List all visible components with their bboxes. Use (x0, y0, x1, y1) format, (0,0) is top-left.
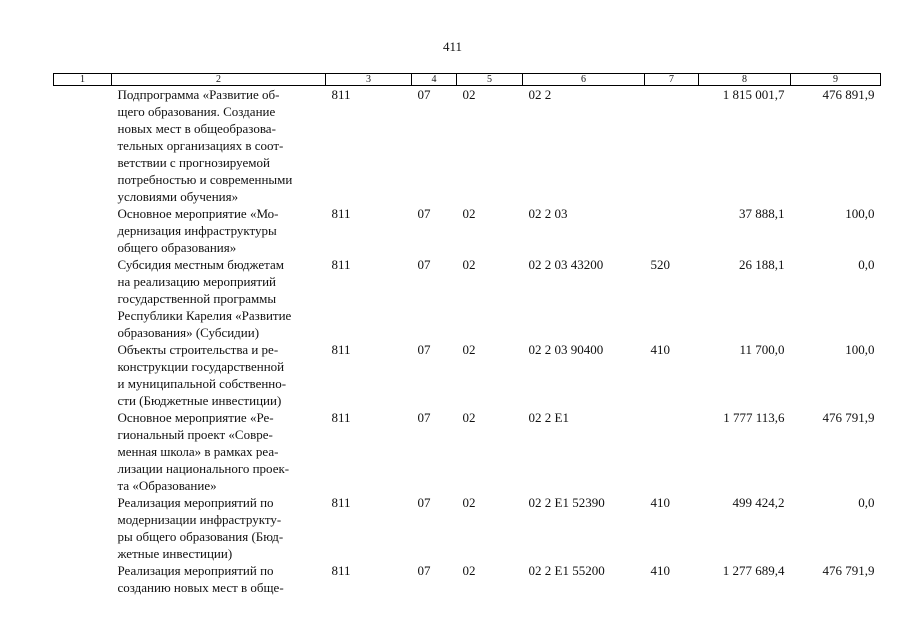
row-subsection: 02 (462, 87, 476, 102)
table-row (54, 494, 881, 562)
page-number: 411 (442, 39, 463, 54)
row-amount-8: 11 700,0 (739, 342, 785, 357)
row-ministry-code: 811 (331, 563, 351, 578)
row-amount-9: 0,0 (858, 495, 875, 510)
row-amount-8: 1 277 689,4 (722, 563, 785, 578)
row-amount-9: 476 791,9 (822, 563, 875, 578)
row-name: Реализация мероприятий по модернизации инфраструкту- ры общего образования (Бюд- жетные инвестиции) (117, 495, 284, 561)
table-row (54, 86, 881, 206)
row-target-article: 02 2 E1 (528, 410, 569, 425)
table-row (54, 562, 881, 596)
row-section: 07 (417, 495, 431, 510)
col-header-5: 5 (457, 74, 523, 86)
row-name: Основное мероприятие «Мо- дернизация инфраструктуры общего образования» (117, 206, 279, 255)
row-subsection: 02 (462, 342, 476, 357)
row-expense-type (645, 86, 699, 206)
row-section: 07 (417, 563, 431, 578)
col-header-6: 6 (523, 74, 645, 86)
row-ministry-code: 811 (331, 206, 351, 221)
row-amount-9: 476 791,9 (822, 410, 875, 425)
row-name: Реализация мероприятий по созданию новых мест в обще- (117, 563, 284, 595)
row-amount-9: 0,0 (858, 257, 875, 272)
row-amount-8: 1 815 001,7 (722, 87, 785, 102)
row-expense-type: 410 (650, 342, 670, 357)
row-section: 07 (417, 342, 431, 357)
row-name: Субсидия местным бюджетам на реализацию мероприятий государственной программы Республики Карелия «Развитие образования» (Субсидии) (117, 257, 292, 340)
row-subsection: 02 (462, 563, 476, 578)
row-amount-9: 476 891,9 (822, 87, 875, 102)
row-ministry-code: 811 (331, 257, 351, 272)
row-ministry-code: 811 (331, 87, 351, 102)
row-expense-type (645, 409, 699, 494)
row-target-article: 02 2 (528, 87, 552, 102)
table-row (54, 205, 881, 256)
row-subsection: 02 (462, 206, 476, 221)
col-header-9: 9 (791, 74, 881, 86)
header-row (54, 74, 881, 86)
row-expense-type: 410 (650, 495, 670, 510)
col-header-7: 7 (645, 74, 699, 86)
row-subsection: 02 (462, 257, 476, 272)
row-ministry-code: 811 (331, 342, 351, 357)
row-ministry-code: 811 (331, 410, 351, 425)
row-subsection: 02 (462, 495, 476, 510)
table-row (54, 409, 881, 494)
budget-table (53, 73, 881, 596)
row-ministry-code: 811 (331, 495, 351, 510)
row-section: 07 (417, 257, 431, 272)
row-expense-type: 520 (650, 257, 670, 272)
row-amount-9: 100,0 (845, 206, 875, 221)
row-amount-8: 1 777 113,6 (723, 410, 785, 425)
col-header-3: 3 (326, 74, 412, 86)
col-header-2: 2 (112, 74, 326, 86)
table-row (54, 256, 881, 341)
row-amount-8: 499 424,2 (732, 495, 785, 510)
row-target-article: 02 2 E1 52390 (528, 495, 605, 510)
row-subsection: 02 (462, 410, 476, 425)
row-section: 07 (417, 206, 431, 221)
row-section: 07 (417, 87, 431, 102)
row-target-article: 02 2 03 43200 (528, 257, 604, 272)
col-header-1: 1 (54, 74, 112, 86)
table-row (54, 341, 881, 409)
row-amount-8: 37 888,1 (739, 206, 785, 221)
row-target-article: 02 2 03 (528, 206, 568, 221)
row-target-article: 02 2 E1 55200 (528, 563, 605, 578)
col-header-4: 4 (412, 74, 457, 86)
row-expense-type: 410 (650, 563, 670, 578)
col-header-8: 8 (699, 74, 791, 86)
row-amount-8: 26 188,1 (739, 257, 785, 272)
row-expense-type (645, 205, 699, 256)
row-name: Подпрограмма «Развитие об- щего образования. Создание новых мест в общеобразова- тельных организациях в соот- ветствии с прогнозируемой потребностью и современными условиями обучения» (117, 87, 293, 204)
row-name: Объекты строительства и ре- конструкции государственной и муниципальной собственно- сти (Бюджетные инвестиции) (117, 342, 287, 408)
row-section: 07 (417, 410, 431, 425)
row-name: Основное мероприятие «Ре- гиональный проект «Совре- менная школа» в рамках реа- лизации национального проек- та «Образование» (117, 410, 290, 493)
row-target-article: 02 2 03 90400 (528, 342, 604, 357)
row-amount-9: 100,0 (845, 342, 875, 357)
